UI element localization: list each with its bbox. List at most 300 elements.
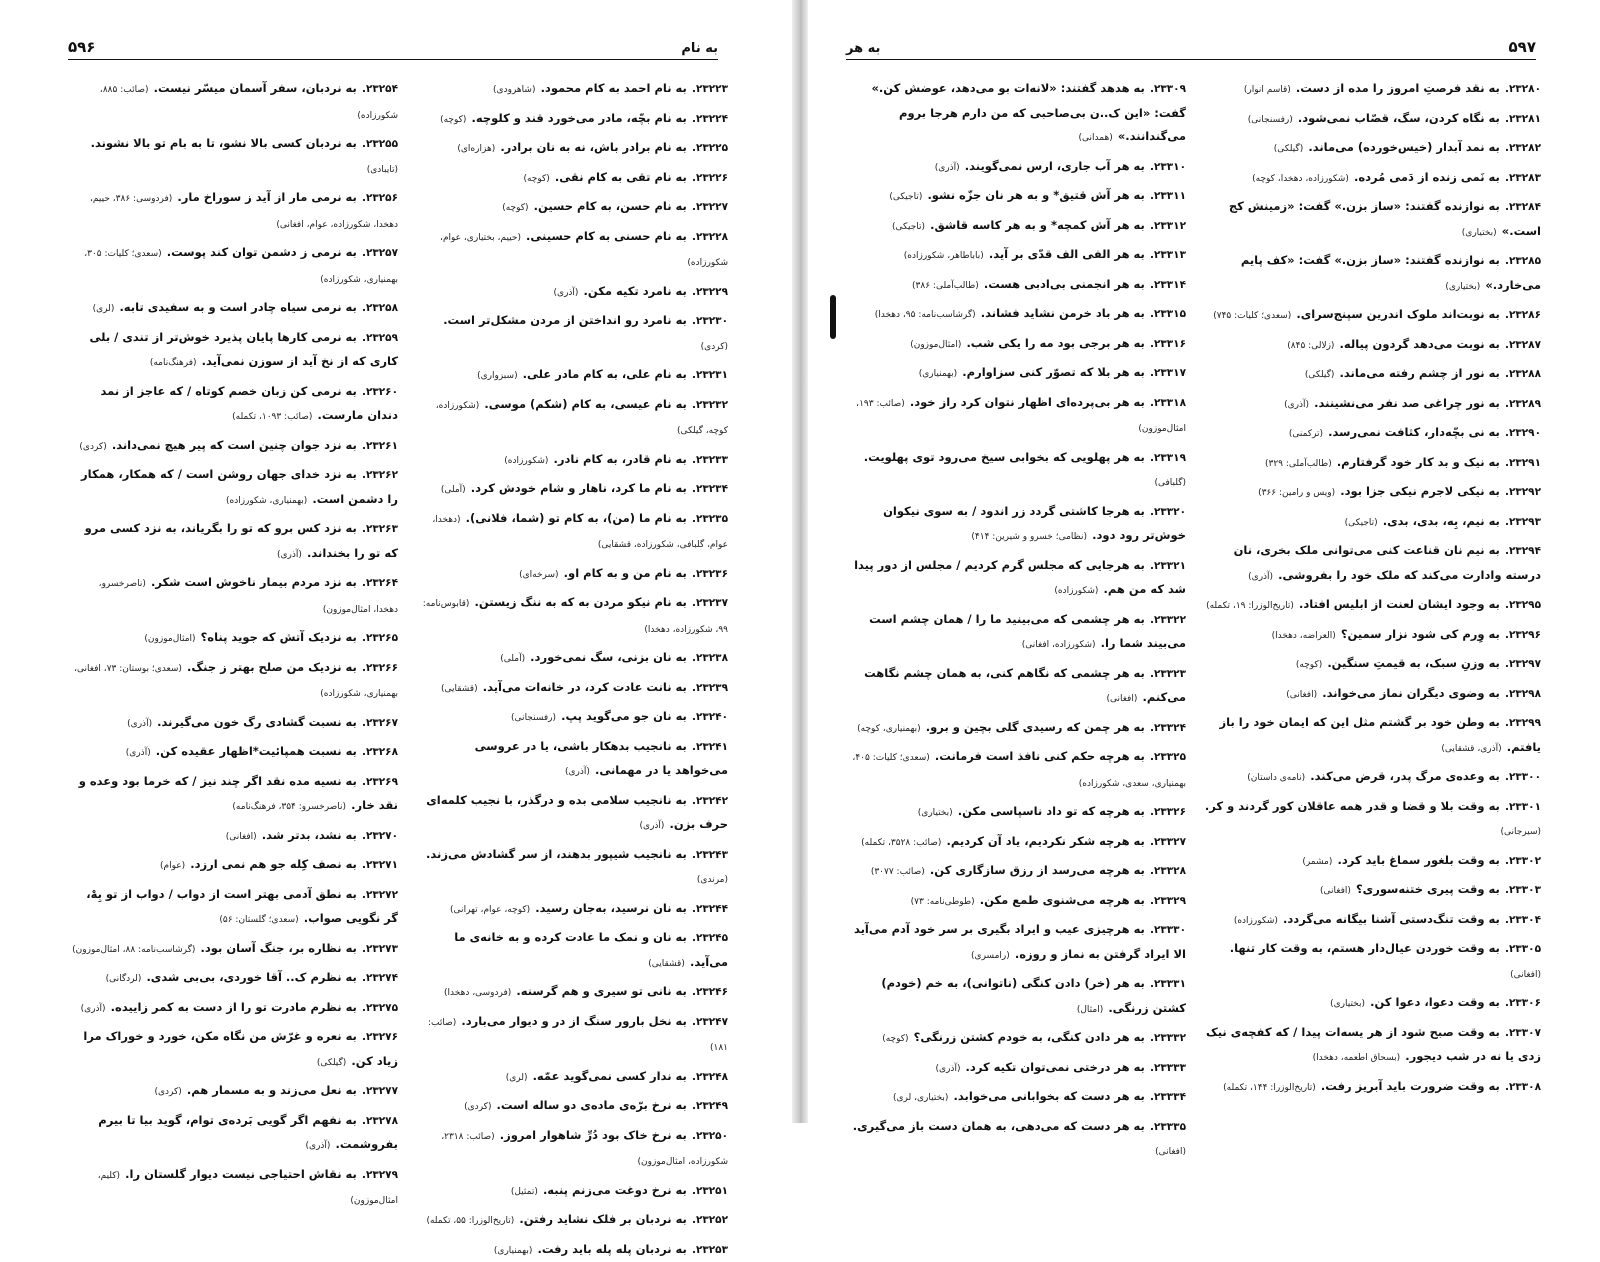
proverb-source: (شکورزاده) bbox=[1234, 916, 1278, 926]
proverb-entry bbox=[1203, 764, 1541, 790]
proverb-text: به هرجایی که مجلس گرم کردیم / مجلس از دور پیدا شد که من هم. bbox=[854, 558, 1186, 597]
proverb-source: (بسحاق اطعمه، دهخدا) bbox=[1313, 1053, 1401, 1063]
proverb-source: (سعدی؛ کلیات: ۷۴۵) bbox=[1213, 311, 1291, 321]
proverb-source: (لری) bbox=[93, 304, 115, 314]
proverb-source: (فردوسی، دهخدا) bbox=[444, 988, 511, 998]
proverb-entry bbox=[418, 788, 728, 838]
proverb-text: به هر باد خرمن نشاید فشاند. bbox=[981, 306, 1145, 320]
proverb-entry bbox=[1203, 622, 1541, 648]
entry-number: ۲۳۳۱۶. bbox=[1150, 338, 1186, 350]
entry-number: ۲۳۲۲۸. bbox=[692, 231, 728, 243]
proverb-text: به نانت عادت کرد، در خانه‌ات می‌آید. bbox=[483, 680, 687, 694]
entry-number: ۲۳۳۱۵. bbox=[1150, 308, 1186, 320]
proverb-entry bbox=[1203, 165, 1541, 191]
page-right bbox=[808, 0, 1600, 1123]
proverb-source: (همدانی) bbox=[1079, 133, 1113, 143]
entry-number: ۲۳۲۶۶. bbox=[362, 662, 398, 674]
proverb-source: (قابوس‌نامه: ۹۹، شکورزاده، دهخدا) bbox=[423, 599, 728, 635]
proverb-entry bbox=[1203, 848, 1541, 874]
page-header bbox=[846, 30, 1536, 60]
proverb-source: (تایبادی) bbox=[367, 165, 398, 175]
proverb-entry bbox=[72, 739, 398, 765]
entry-number: ۲۳۲۲۶. bbox=[692, 172, 728, 184]
entry-number: ۲۳۲۸۲. bbox=[1505, 142, 1541, 154]
proverb-entry bbox=[72, 325, 398, 375]
proverb-entry bbox=[850, 331, 1186, 357]
proverb-entry bbox=[1203, 592, 1541, 618]
proverb-text: به نَمی زنده از دَمی مُرده. bbox=[1354, 170, 1500, 184]
entry-number: ۲۳۲۷۸. bbox=[362, 1115, 398, 1127]
entry-number: ۲۳۲۵۵. bbox=[362, 138, 398, 150]
entry-number: ۲۳۲۹۰. bbox=[1505, 427, 1541, 439]
proverb-source: (مشمر) bbox=[1302, 857, 1332, 867]
proverb-text: به هر چشمی که می‌بینید ما را / همان چشم است می‌بیند شما را. bbox=[869, 612, 1186, 651]
proverb-entry bbox=[72, 769, 398, 819]
proverb-entry bbox=[1203, 990, 1541, 1016]
proverb-entry bbox=[72, 516, 398, 566]
proverb-text: به هر پهلویی که بخوابی سیخ می‌رود توی پهلویت. bbox=[864, 450, 1145, 464]
proverb-entry bbox=[72, 1162, 398, 1213]
proverb-text: به وضوی دیگران نماز می‌خواند. bbox=[1322, 686, 1500, 700]
proverb-source: (بهمنیاری، شکورزاده) bbox=[226, 496, 307, 506]
proverb-text: به نزد مردم بیمار ناخوش است شکر. bbox=[151, 575, 357, 589]
proverb-source: (آذری) bbox=[935, 163, 960, 173]
proverb-entry bbox=[1203, 907, 1541, 933]
proverb-entry bbox=[418, 590, 728, 641]
proverb-entry bbox=[850, 445, 1186, 495]
proverb-text: به نانجیب بدهکار باشی، یا در عروسی می‌خواهد یا در مهمانی. bbox=[475, 739, 728, 778]
proverb-source: (سعدی؛ بوستان: ۷۳، افغانی، بهمنیاری، شکورزاده) bbox=[74, 664, 398, 700]
entry-number: ۲۳۲۶۷. bbox=[362, 717, 398, 729]
proverb-text: به نزدیک آتش که جوید پناه؟ bbox=[201, 630, 357, 644]
proverb-entry bbox=[418, 675, 728, 701]
proverb-text: به نان نرسید، به‌جان رسید. bbox=[535, 901, 687, 915]
proverb-source: (بختیاری) bbox=[918, 808, 953, 818]
proverb-source: (قاسم انوار) bbox=[1244, 85, 1291, 95]
proverb-source: (صائب: ۱۰۹۳، تکمله) bbox=[232, 412, 312, 422]
entry-number: ۲۳۲۹۴. bbox=[1505, 545, 1541, 557]
proverb-entry bbox=[72, 995, 398, 1021]
entry-number: ۲۳۳۰۳. bbox=[1505, 884, 1541, 896]
proverb-text: به نامرد تکیه مکن. bbox=[584, 284, 687, 298]
entry-number: ۲۳۲۳۹. bbox=[692, 682, 728, 694]
entry-number: ۲۳۳۱۹. bbox=[1150, 452, 1186, 464]
proverb-source: (افغانی) bbox=[1510, 970, 1541, 980]
proverb-text: به نام من و به کام او. bbox=[564, 566, 687, 580]
proverb-entry bbox=[1203, 651, 1541, 677]
proverb-entry bbox=[1203, 248, 1541, 298]
entry-number: ۲۳۳۰۲. bbox=[1505, 855, 1541, 867]
proverb-source: (صائب: ۸۸۵، شکورزاده) bbox=[100, 85, 398, 121]
proverb-text: به هر آش کمچه* و به هر کاسه قاشق. bbox=[930, 218, 1145, 232]
proverb-entry bbox=[72, 240, 398, 291]
entry-number: ۲۳۳۱۰. bbox=[1150, 161, 1186, 173]
proverb-source: (شکورزاده، دهخدا، کوچه) bbox=[1252, 174, 1349, 184]
proverb-text: به نام قادر، به کام نادر. bbox=[553, 452, 686, 466]
entry-number: ۲۳۲۳۳. bbox=[692, 454, 728, 466]
proverb-text: به نانجیب سلامی بده و درگذر، با نجیب کلمه‌ای حرف بزن. bbox=[426, 793, 728, 832]
proverb-source: (افغانی) bbox=[1106, 694, 1137, 704]
proverb-entry bbox=[418, 279, 728, 305]
entry-number: ۲۳۲۹۶. bbox=[1505, 629, 1541, 641]
proverb-source: (بهمنیاری، کوچه) bbox=[857, 724, 921, 734]
proverb-text: به نخل بارور سنگ از در و دیوار می‌بارد. bbox=[461, 1014, 687, 1028]
proverb-source: (گیلکی) bbox=[1274, 144, 1303, 154]
proverb-text: به هرچه شکر نکردیم، یاد آن کردیم. bbox=[946, 834, 1144, 848]
proverb-entry bbox=[418, 561, 728, 587]
entry-number: ۲۳۲۶۲. bbox=[362, 469, 398, 481]
proverb-entry bbox=[72, 710, 398, 736]
entry-number: ۲۳۲۵۸. bbox=[362, 302, 398, 314]
proverb-text: به هر بی‌پرده‌ای اظهار نتوان کرد راز خود. bbox=[910, 395, 1145, 409]
proverb-source: (بختیاری) bbox=[1462, 228, 1497, 238]
proverb-source: (کردی) bbox=[464, 1102, 491, 1112]
entry-number: ۲۳۲۳۲. bbox=[692, 399, 728, 411]
entry-number: ۲۳۲۴۳. bbox=[692, 849, 728, 861]
proverb-entry bbox=[418, 106, 728, 132]
entry-number: ۲۳۳۲۴. bbox=[1150, 722, 1186, 734]
proverb-text: به هر بلا که تصوّر کنی سزاوارم. bbox=[962, 365, 1145, 379]
proverb-source: (نظامی؛ خسرو و شیرین: ۴۱۴) bbox=[971, 532, 1087, 542]
entry-number: ۲۳۲۹۹. bbox=[1505, 717, 1541, 729]
proverb-entry bbox=[1203, 302, 1541, 328]
entry-number: ۲۳۳۳۰. bbox=[1150, 924, 1186, 936]
proverb-text: به نسیه مده نقد اگر چند نیز / که خرما بود وعده و نقد خار. bbox=[79, 774, 398, 813]
entry-number: ۲۳۳۰۹. bbox=[1150, 83, 1186, 95]
proverb-entry bbox=[418, 1009, 728, 1060]
entry-number: ۲۳۳۳۲. bbox=[1150, 1032, 1186, 1044]
proverb-source: (زلالی: ۸۴۵) bbox=[1287, 341, 1334, 351]
proverb-entry bbox=[1203, 936, 1541, 986]
proverb-text: به نفهم اگر گویی بَرده‌ی توام، گوید بیا تا بیرم بفروشمت. bbox=[98, 1113, 398, 1152]
entry-number: ۲۳۳۲۶. bbox=[1150, 806, 1186, 818]
proverb-source: (عوام) bbox=[160, 861, 185, 871]
proverb-entry bbox=[418, 392, 728, 443]
proverb-text: به نام حسنی به کام حسینی. bbox=[526, 229, 687, 243]
proverb-source: (باباطاهر، شکورزاده) bbox=[904, 251, 984, 261]
column bbox=[72, 76, 398, 1116]
column bbox=[1203, 76, 1541, 1116]
proverb-source: (گیلکی) bbox=[317, 1058, 346, 1068]
book-gutter bbox=[792, 0, 808, 1123]
proverb-text: به وطن خود بر گشتم مثل این که ایمان خود را باز یافتم. bbox=[1220, 715, 1541, 754]
proverb-entry bbox=[418, 896, 728, 922]
proverb-entry bbox=[850, 858, 1186, 884]
proverb-source: (دهخدا، عوام، گلبافی، شکورزاده، قشقایی) bbox=[432, 515, 728, 551]
entry-number: ۲۳۲۵۴. bbox=[362, 83, 398, 95]
entry-number: ۲۳۲۷۲. bbox=[362, 889, 398, 901]
proverb-entry bbox=[418, 224, 728, 275]
proverb-text: به نام نیکو مردن به که به ننگ زیستن. bbox=[474, 595, 686, 609]
proverb-entry bbox=[418, 362, 728, 388]
entry-number: ۲۳۲۵۲. bbox=[692, 1214, 728, 1226]
proverb-source: (تاجیکی) bbox=[892, 222, 925, 232]
proverb-source: (تمثیل) bbox=[511, 1187, 538, 1197]
proverb-entry bbox=[72, 882, 398, 932]
entry-number: ۲۳۲۹۷. bbox=[1505, 658, 1541, 670]
entry-number: ۲۳۲۶۰. bbox=[362, 386, 398, 398]
proverb-entry bbox=[418, 1123, 728, 1174]
proverb-source: (افغانی) bbox=[1320, 886, 1351, 896]
proverb-source: (طوطی‌نامه: ۷۳) bbox=[911, 897, 975, 907]
proverb-source: (آذری) bbox=[1248, 572, 1273, 582]
proverb-source: (تاجیکی) bbox=[1345, 518, 1378, 528]
entry-number: ۲۳۳۱۸. bbox=[1150, 397, 1186, 409]
proverb-source: (رامسری) bbox=[971, 951, 1010, 961]
running-head: به نام bbox=[681, 41, 718, 56]
proverb-source: (آذری) bbox=[127, 719, 152, 729]
proverb-text: به هر دست که می‌دهی، به همان دست باز می‌گیری. bbox=[853, 1119, 1145, 1133]
entry-number: ۲۳۲۲۹. bbox=[692, 286, 728, 298]
proverb-text: به نعل می‌زند و به مسمار هم. bbox=[187, 1083, 357, 1097]
proverb-entry bbox=[1203, 135, 1541, 161]
proverb-entry bbox=[850, 390, 1186, 441]
proverb-entry bbox=[850, 1084, 1186, 1110]
margin-mark bbox=[830, 295, 836, 339]
proverb-text: به نزد کس برو که تو را بگریاند، به نزد کسی مرو که تو را بخنداند. bbox=[85, 521, 398, 560]
proverb-source: (شاهرودی) bbox=[493, 85, 535, 95]
proverb-text: به نگاه کردن، سگ، قصّاب نمی‌شود. bbox=[1298, 111, 1500, 125]
entry-number: ۲۳۲۸۳. bbox=[1505, 172, 1541, 184]
proverb-source: (آذری) bbox=[565, 767, 590, 777]
proverb-entry bbox=[72, 823, 398, 849]
proverb-entry bbox=[72, 852, 398, 878]
proverb-text: به هرچه حکم کنی نافذ است فرمانت. bbox=[935, 749, 1145, 763]
entry-number: ۲۳۲۳۶. bbox=[692, 568, 728, 580]
proverb-entry bbox=[850, 76, 1186, 150]
proverb-source: (گرشاسب‌نامه: ۸۸، امثال‌موزون) bbox=[72, 945, 195, 955]
proverb-source: (مرندی) bbox=[697, 875, 728, 885]
proverb-source: (امثال‌موزون) bbox=[144, 634, 195, 644]
entry-number: ۲۳۳۲۷. bbox=[1150, 836, 1186, 848]
entry-number: ۲۳۲۸۶. bbox=[1505, 309, 1541, 321]
proverb-text: به هرچه می‌رسد از رزق سازگاری کن. bbox=[930, 863, 1145, 877]
entry-number: ۲۳۲۲۵. bbox=[692, 142, 728, 154]
proverb-source: (العراضه، دهخدا) bbox=[1272, 631, 1336, 641]
proverb-entry bbox=[72, 131, 398, 181]
proverb-text: به هدهد گفتند: «لانه‌ات بو می‌دهد، عوضش کن.» گفت: «این ک..ن بی‌صاحبی که من دارم هرجا بروم می‌گندانند.» bbox=[871, 81, 1186, 143]
proverb-entry bbox=[418, 1093, 728, 1119]
proverb-entry bbox=[72, 1108, 398, 1158]
entry-number: ۲۳۳۲۳. bbox=[1150, 668, 1186, 680]
entry-number: ۲۳۲۶۱. bbox=[362, 440, 398, 452]
proverb-text: به نردبان، سفر آسمان میسّر نیست. bbox=[154, 81, 357, 95]
proverb-source: (سرخه‌ای) bbox=[519, 570, 558, 580]
entry-number: ۲۳۳۰۵. bbox=[1505, 943, 1541, 955]
entry-number: ۲۳۲۵۳. bbox=[692, 1244, 728, 1256]
proverb-entry bbox=[72, 1024, 398, 1074]
proverb-entry bbox=[1203, 420, 1541, 446]
column bbox=[418, 76, 728, 1116]
proverb-text: به نزد جوان چنین است که پیر هیچ نمی‌داند. bbox=[112, 438, 357, 452]
entry-number: ۲۳۳۲۲. bbox=[1150, 614, 1186, 626]
proverb-source: (گیلکی) bbox=[1305, 370, 1334, 380]
entry-number: ۲۳۲۴۴. bbox=[692, 903, 728, 915]
entry-number: ۲۳۲۳۱. bbox=[692, 369, 728, 381]
entry-number: ۲۳۲۲۳. bbox=[692, 83, 728, 95]
entry-number: ۲۳۲۲۴. bbox=[692, 113, 728, 125]
entry-number: ۲۳۲۴۶. bbox=[692, 986, 728, 998]
proverb-source: (حییم، بختیاری، عوام، شکورزاده) bbox=[440, 233, 728, 269]
proverb-text: به نقاش احتیاجی نیست دیوار گلستان را. bbox=[125, 1167, 357, 1181]
proverb-text: به هرچیزی عیب و ایراد بگیری بر سر خود آدم می‌آید الا ایراد گرفتن به نماز و روزه. bbox=[854, 922, 1186, 961]
proverb-text: به نیکی لاجرم نیکی جزا بود. bbox=[1340, 484, 1500, 498]
entry-number: ۲۳۳۲۰. bbox=[1150, 506, 1186, 518]
proverb-entry bbox=[850, 499, 1186, 549]
proverb-source: (آذری) bbox=[306, 1141, 331, 1151]
proverb-text: به نام عیسی، به کام (شکم) موسی. bbox=[484, 397, 687, 411]
proverb-entry bbox=[850, 242, 1186, 268]
proverb-text: به نان جو می‌گوید پپ. bbox=[561, 709, 687, 723]
entry-number: ۲۳۲۷۶. bbox=[362, 1031, 398, 1043]
proverb-entry bbox=[1203, 391, 1541, 417]
proverb-source: (ناصرخسرو: ۳۵۴، فرهنگ‌نامه) bbox=[232, 802, 346, 812]
proverb-text: به ندار کسی نمی‌گوید عمّه. bbox=[533, 1069, 687, 1083]
entry-number: ۲۳۲۶۳. bbox=[362, 523, 398, 535]
proverb-text: به نزد خدای جهان روشن است / که همکار، همکار را دشمن است. bbox=[81, 467, 398, 506]
proverb-text: به نیک و بد کار خود گرفتارم. bbox=[1337, 455, 1500, 469]
proverb-entry bbox=[418, 645, 728, 671]
proverb-entry bbox=[418, 308, 728, 358]
entry-number: ۲۳۲۷۷. bbox=[362, 1085, 398, 1097]
proverb-source: (نامه‌ی داستان) bbox=[1247, 773, 1305, 783]
entry-number: ۲۳۲۹۲. bbox=[1505, 486, 1541, 498]
entry-number: ۲۳۳۰۶. bbox=[1505, 997, 1541, 1009]
entry-number: ۲۳۲۵۷. bbox=[362, 247, 398, 259]
entry-number: ۲۳۲۶۸. bbox=[362, 746, 398, 758]
entry-number: ۲۳۲۹۵. bbox=[1505, 599, 1541, 611]
proverb-entry bbox=[1203, 479, 1541, 505]
proverb-text: به هر برجی بود مه را یکی شب. bbox=[966, 336, 1144, 350]
entry-number: ۲۳۲۷۹. bbox=[362, 1169, 398, 1181]
proverb-source: (بختیاری، لری) bbox=[893, 1093, 948, 1103]
proverb-source: (کردی) bbox=[154, 1087, 181, 1097]
entry-number: ۲۳۳۱۴. bbox=[1150, 279, 1186, 291]
proverb-entry bbox=[72, 570, 398, 621]
proverb-text: به نصف کِله جو هم نمی ارزد. bbox=[190, 857, 357, 871]
proverb-source: (صائب: ۳۰۷۷) bbox=[871, 867, 925, 877]
entry-number: ۲۳۳۰۱. bbox=[1505, 801, 1541, 813]
proverb-entry bbox=[72, 462, 398, 512]
entry-number: ۲۳۲۷۰. bbox=[362, 830, 398, 842]
entry-number: ۲۳۳۱۱. bbox=[1150, 190, 1186, 202]
proverb-entry bbox=[850, 553, 1186, 603]
proverb-text: به نام بچّه، مادر می‌خورد قند و کلوچه. bbox=[472, 111, 687, 125]
entry-number: ۲۳۳۰۷. bbox=[1505, 1027, 1541, 1039]
proverb-source: (تاریخ‌الوزرا: ۱۴۴، تکمله) bbox=[1223, 1083, 1316, 1093]
proverb-text: به نرخ برّه‌ی ماده‌ی دو ساله است. bbox=[497, 1098, 687, 1112]
proverb-text: به نانی تو سیری و هم گرسنه. bbox=[516, 984, 686, 998]
proverb-entry bbox=[72, 433, 398, 459]
proverb-entry bbox=[418, 165, 728, 191]
proverb-text: به نردبان کسی بالا نشو، تا به بام تو بالا نشوند. bbox=[91, 136, 357, 150]
proverb-entry bbox=[850, 272, 1186, 298]
proverb-source: (کوچه، عوام، تهرانی) bbox=[450, 905, 530, 915]
entry-number: ۲۳۲۹۱. bbox=[1505, 457, 1541, 469]
entry-number: ۲۳۲۳۴. bbox=[692, 483, 728, 495]
entry-number: ۲۳۳۱۳. bbox=[1150, 249, 1186, 261]
proverb-entry bbox=[850, 799, 1186, 825]
proverb-entry bbox=[418, 842, 728, 892]
proverb-source: (صائب: ۲۳۱۸، شکورزاده، امثال‌موزون) bbox=[441, 1132, 728, 1168]
proverb-entry bbox=[1203, 76, 1541, 102]
proverb-text: به نقد فرصتِ امروز را مده از دست. bbox=[1296, 81, 1500, 95]
proverb-entry bbox=[850, 1114, 1186, 1164]
proverb-source: (آذری) bbox=[277, 550, 302, 560]
proverb-text: به نردبان بر فلک نشاید رفتن. bbox=[519, 1212, 686, 1226]
proverb-source: (آملی) bbox=[500, 654, 525, 664]
proverb-entry bbox=[850, 744, 1186, 795]
entry-number: ۲۳۳۰۰. bbox=[1505, 771, 1541, 783]
page-header bbox=[68, 30, 718, 60]
proverb-source: (ویس و رامین: ۳۶۶) bbox=[1258, 488, 1335, 498]
proverb-entry bbox=[72, 936, 398, 962]
proverb-entry bbox=[418, 135, 728, 161]
proverb-text: به نانجیب شیپور بدهند، از سر گشادش می‌زند. bbox=[426, 847, 687, 861]
proverb-entry bbox=[418, 476, 728, 502]
proverb-source: (آذری) bbox=[640, 821, 665, 831]
proverb-text: به نشد، بدتر شد. bbox=[262, 828, 357, 842]
proverb-entry bbox=[72, 965, 398, 991]
proverb-source: (امثال‌موزون) bbox=[910, 340, 961, 350]
proverb-text: به نامرد رو انداختن از مردن مشکل‌تر است. bbox=[443, 313, 687, 327]
proverb-source: (صائب: ۱۹۳، امثال‌موزون) bbox=[856, 399, 1186, 435]
proverb-source: (آذری، قشقایی) bbox=[1441, 744, 1501, 754]
entry-number: ۲۳۲۲۷. bbox=[692, 201, 728, 213]
proverb-source: (آذری) bbox=[936, 1064, 961, 1074]
entry-number: ۲۳۲۴۲. bbox=[692, 795, 728, 807]
proverb-entry bbox=[1203, 681, 1541, 707]
entry-number: ۲۳۲۵۹. bbox=[362, 332, 398, 344]
proverb-text: به هر چشمی که نگاهم کنی، به همان چشم نگاهت می‌کنم. bbox=[864, 666, 1186, 705]
proverb-text: به نظرم مادرت تو را از دست به کمر زاییده. bbox=[111, 1000, 357, 1014]
proverb-text: به نسبت همپائیت*اظهار عقیده کن. bbox=[156, 744, 357, 758]
proverb-entry bbox=[72, 1078, 398, 1104]
proverb-text: به نردبان پله پله باید رفت. bbox=[537, 1242, 686, 1256]
proverb-entry bbox=[1203, 794, 1541, 844]
proverb-entry bbox=[850, 183, 1186, 209]
proverb-entry bbox=[418, 1178, 728, 1204]
proverb-text: به وقت بلا و قضا و قدر همه عاقلان کور گردند و کر. bbox=[1205, 799, 1500, 813]
proverb-source: (ترکمنی) bbox=[1289, 429, 1323, 439]
proverb-source: (سبزواری) bbox=[477, 371, 517, 381]
proverb-source: (فردوسی: ۳۸۶، حییم، دهخدا، شکورزاده، عوام، افغانی) bbox=[90, 194, 398, 230]
proverb-source: (کوچه) bbox=[1296, 660, 1322, 670]
page-number: ۵۹۷ bbox=[1509, 38, 1536, 56]
proverb-source: (بختیاری) bbox=[1330, 999, 1365, 1009]
proverb-text: به نور چراغی صد نفر می‌نشینند. bbox=[1314, 396, 1500, 410]
proverb-source: (شکورزاده) bbox=[504, 456, 548, 466]
proverb-text: به نیم نان قناعت کنی می‌توانی ملک بخری، نان درسته وادارت می‌کند که ملک خود را بفروشی. bbox=[1234, 543, 1541, 582]
entry-number: ۲۳۳۰۴. bbox=[1505, 914, 1541, 926]
running-head: به هر bbox=[846, 41, 880, 56]
entry-number: ۲۳۲۸۴. bbox=[1505, 201, 1541, 213]
entry-number: ۲۳۲۷۱. bbox=[362, 859, 398, 871]
proverb-entry bbox=[850, 715, 1186, 741]
entry-number: ۲۳۲۶۴. bbox=[362, 577, 398, 589]
proverb-entry bbox=[1203, 194, 1541, 244]
proverb-text: به نرمی ز دشمن توان کند پوست. bbox=[167, 245, 357, 259]
proverb-source: (بهمنیاری) bbox=[494, 1246, 532, 1256]
proverb-entry bbox=[1203, 538, 1541, 588]
proverb-entry bbox=[1203, 509, 1541, 535]
proverb-text: به هر دست که بخوابانی می‌خوابد. bbox=[954, 1089, 1145, 1103]
proverb-entry bbox=[850, 917, 1186, 967]
proverb-source: (بهمنیاری) bbox=[919, 369, 957, 379]
proverb-text: به نرخ دوغت می‌زنم پنبه. bbox=[543, 1183, 687, 1197]
proverb-text: به وقت بلغور سماغ باید کرد. bbox=[1337, 853, 1499, 867]
proverb-source: (فرهنگ‌نامه) bbox=[150, 358, 197, 368]
